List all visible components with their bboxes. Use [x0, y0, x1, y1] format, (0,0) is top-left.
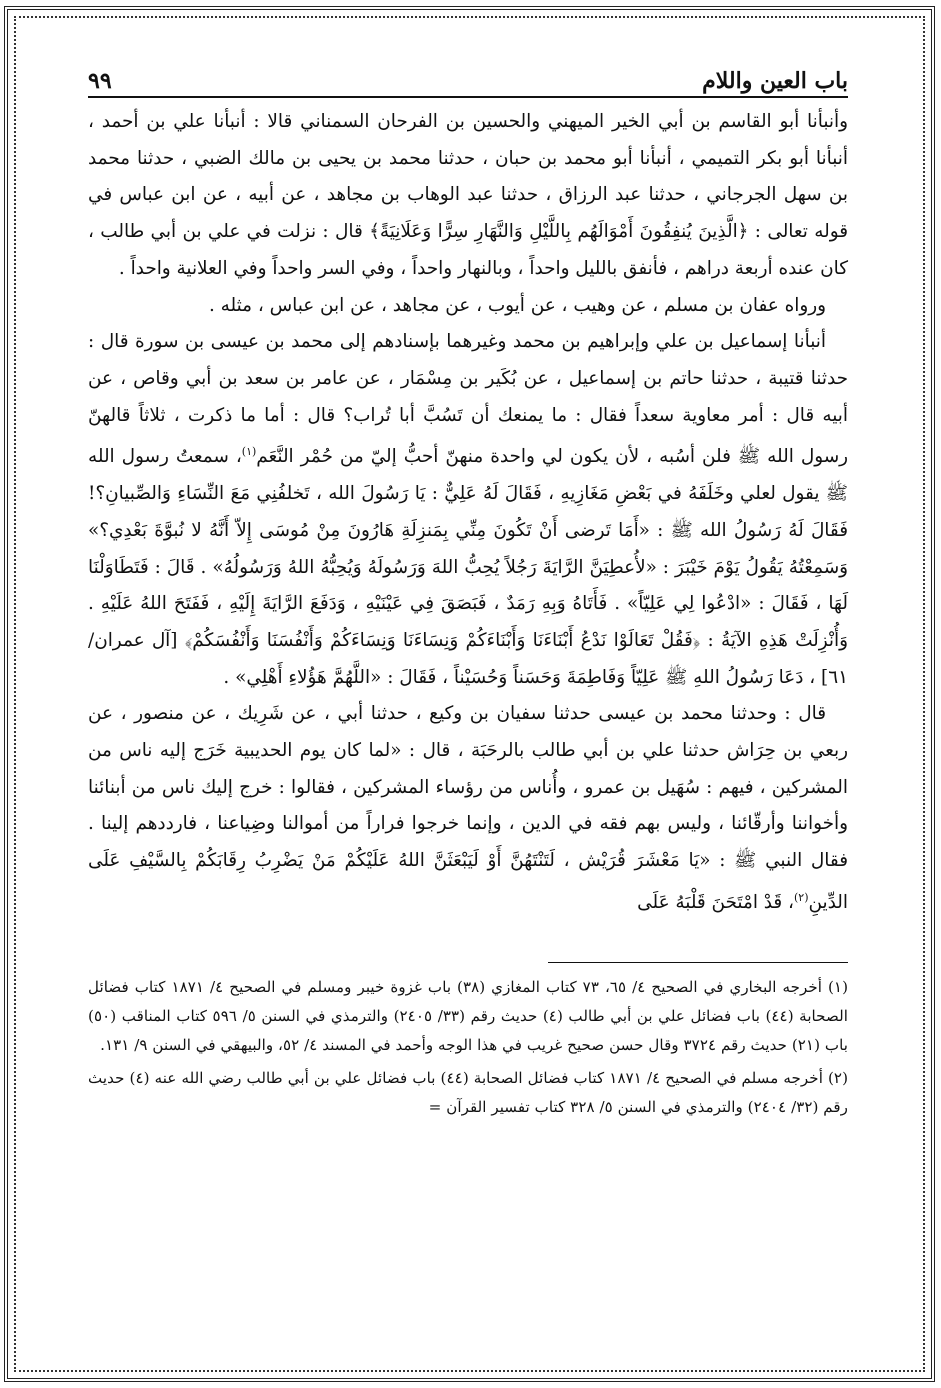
paragraph-3	[88, 324, 848, 696]
book-page	[88, 58, 848, 1126]
footnote-1: (١) أخرجه البخاري في الصحيح ٤/ ٦٥، ٧٣ كتاب المغازي (٣٨) باب غزوة خيبر ومسلم في الصحيح ٤/ ١٨٧١ كتاب فضائل الصحابة (٤٤) باب فضائل علي بن أبي طالب (٤) حديث رقم (٣٣/ ٢٤٠٥) والترمذي في السنن ٥/ ٥٩٦ كتاب المناقب (٥٠) باب (٢١) حديث رقم ٣٧٢٤ وقال حسن صحيح غريب في هذا الوجه وأحمد في المسند ٤/ ٥٢، والبيهقي في السنن ٩/ ١٣١.	[88, 977, 848, 1054]
page-number: ٩٩	[88, 68, 112, 94]
paragraph-3-text-a: أنبأنا إسماعيل بن علي وإبراهيم بن محمد وغيرهما بإسنادهم إلى محمد بن عيسى بن سورة قال : حدثنا قتيبة ، حدثنا حاتم بن إسماعيل ، عن بُكَير بن مِسْمَار ، عن عامر بن سعد بن أبي وقاص ، عن أبيه قال : أمر معاوية سعداً فقال : ما يمنعك أن تَسُبَّ أبا تُراب؟ قال : أما ما ذكرت ، ثلاثاً قالهنّ رسول الله ﷺ فلن أسُبه ، لأن يكون لي واحدة منهنّ أحبُّ إليّ من حُمْر النَّعَم	[88, 331, 848, 468]
chapter-title: باب العين واللام	[702, 68, 848, 94]
header-rule	[88, 96, 848, 98]
paragraph-3-text-b: ، سمعتُ رسول الله ﷺ يقول لعلي وخَلَفَهُ في بَعْضِ مَغَازِيهِ ، فَقَالَ لَهُ عَلِيٌّ : يَا رَسُولَ الله ، تَخلفُنِي مَعَ النِّسَاءِ وَالصِّبيانِ؟! فَقَالَ لَهُ رَسُولُ الله ﷺ : «أَمَا تَرضى أَنْ تَكُونَ مِنِّي بِمَنزِلَةِ هَارُونَ مِنْ مُوسَى إِلاّ أَنَّهُ لا نُبوَّةَ بَعْدِي؟» وَسَمِعْتُهُ يَقُولُ يَوْمَ خَيْبَرَ : «لأُعطِيَنَّ الرَّايَةَ رَجُلاً يُحِبُّ اللهَ وَرَسُولَهُ وَيُحِبُّهُ اللهُ وَرَسُولُهُ» . قَالَ : فَتَطَاوَلْنَا لَهَا ، فَقَالَ : «ادْعُوا لِي عَلِيّاً» . فَأَتَاهُ وَبِهِ رَمَدٌ ، فَبَصَقَ فِي عَيْنَيْهِ ، وَدَفَعَ الرَّايَةَ إِلَيْهِ ، فَفَتَحَ اللهُ عَلَيْهِ . وَأُنْزِلَتْ هَذِهِ الآيَةُ : ﴿فَقُلْ تَعَالَوْا نَدْعُ أَبْنَاءَنَا وَأَبْنَاءَكُمْ وَنِسَاءَنَا وَنِسَاءَكُمْ وَأَنْفُسَنَا وَأَنْفُسَكُمْ﴾ [آل عمران/ ٦١] ، دَعَا رَسُولُ اللهِ ﷺ عَلِيّاً وَفَاطِمَةَ وَحَسَناً وَحُسَيْناً ، فَقَالَ : «اللَّهُمَّ هَؤُلاءِ أَهْلِي» .	[88, 446, 848, 688]
main-text	[88, 104, 848, 922]
paragraph-4-text-a: قال : وحدثنا محمد بن عيسى حدثنا سفيان بن وكيع ، حدثنا أبي ، عن شَرِيك ، عن منصور ، عن ربعي بن حِرَاش حدثنا علي بن أبي طالب بالرحَبَة ، قال : «لما كان يوم الحديبية خَرَج إليه ناس من المشركين ، فيهم : سُهَيل بن عمرو ، وأُناس من رؤساء المشركين ، فقالوا : خرج إليك ناس من أبنائنا وأخواننا وأرقّائنا ، وليس بهم فقه في الدين ، وإنما خرجوا فراراً من أموالنا وضِياعنا ، فارددهم إلينا . فقال النبي ﷺ : «يَا مَعْشَرَ قُرَيْش ، لَتَنْتَهُنَّ أَوْ لَيَبْعَثَنَّ اللهُ عَلَيْكُمْ مَنْ يَضْرِبُ رِقَابَكُمْ بِالسَّيْفِ عَلَى الدِّينِ	[88, 703, 848, 914]
footnotes	[88, 973, 848, 1122]
paragraph-4	[88, 696, 848, 921]
footnote-rule	[548, 962, 848, 963]
footnote-2: (٢) أخرجه مسلم في الصحيح ٤/ ١٨٧١ كتاب فضائل الصحابة (٤٤) باب فضائل علي بن أبي طالب رضي الله عنه (٤) حديث رقم (٣٢/ ٢٤٠٤) والترمذي في السنن ٥/ ٣٢٨ كتاب تفسير القرآن =	[88, 1068, 848, 1116]
paragraph-2: ورواه عفان بن مسلم ، عن وهيب ، عن أيوب ، عن مجاهد ، عن ابن عباس ، مثله .	[208, 294, 826, 316]
paragraph-4-text-b: ، قَدْ امْتَحَنَ قَلْبَهُ عَلَى	[637, 892, 794, 914]
footnote-ref-2: (٢)	[794, 890, 809, 904]
paragraph-1: وأنبأنا أبو القاسم بن أبي الخير الميهني والحسين بن الفرحان السمناني قالا : أنبأنا علي بن أحمد ، أنبأنا أبو بكر التميمي ، أنبأنا أبو محمد بن حبان ، حدثنا محمد بن يحيى بن مالك الضبي ، حدثنا محمد بن سهل الجرجاني ، حدثنا عبد الرزاق ، حدثنا عبد الوهاب بن مجاهد ، عن أبيه ، عن ابن عباس في قوله تعالى : ﴿الَّذِينَ يُنفِقُونَ أَمْوَالَهُم بِاللَّيْلِ وَالنَّهَارِ سِرًّا وَعَلَانِيَةً﴾ قال : نزلت في علي بن أبي طالب ، كان عنده أربعة دراهم ، فأنفق بالليل واحداً ، وبالنهار واحداً ، وفي السر واحداً وفي العلانية واحداً .	[88, 111, 849, 279]
running-header	[88, 58, 848, 94]
footnote-ref-1: (١)	[241, 445, 257, 459]
